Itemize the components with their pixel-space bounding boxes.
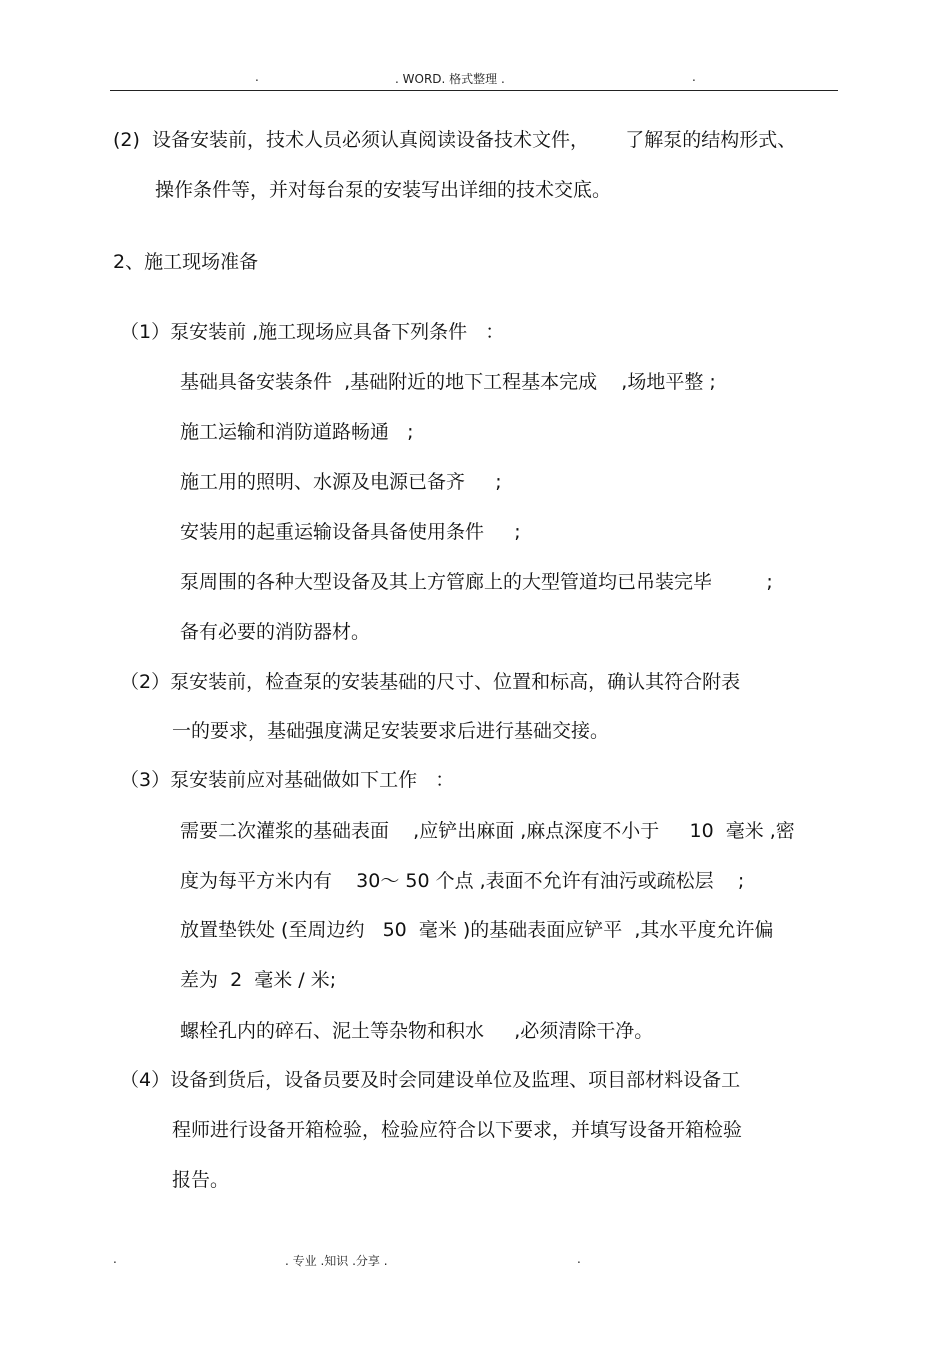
- text-line-2: 操作条件等，并对每台泵的安装写出详细的技术交底。: [155, 179, 612, 201]
- text-line-7: 施工用的照明、水源及电源已备齐 ;: [180, 471, 502, 493]
- text-line-1: (2) 设备安装前，技术人员必须认真阅读设备技术文件， 了解泵的结构形式、: [113, 129, 797, 151]
- header-dot-right: .: [692, 70, 696, 84]
- footer-text: . 专业 .知识 .分享 .: [285, 1254, 388, 1268]
- text-line-21: 报告。: [172, 1169, 230, 1191]
- text-line-16: 放置垫铁处 (至周边约 50 毫米 )的基础表面应铲平 ,其水平度允许偏: [180, 919, 774, 941]
- text-line-14: 需要二次灌浆的基础表面 ,应铲出麻面 ,麻点深度不小于 10 毫米 ,密: [180, 820, 795, 842]
- footer-dot-left: .: [113, 1252, 117, 1266]
- text-line-12: 一的要求，基础强度满足安装要求后进行基础交接。: [172, 720, 610, 742]
- header-rule: [110, 90, 838, 91]
- text-line-17: 差为 2 毫米 / 米;: [180, 969, 337, 991]
- text-line-9: 泵周围的各种大型设备及其上方管廊上的大型管道均已吊装完毕 ;: [180, 571, 773, 593]
- header-title: . WORD. 格式整理 .: [395, 72, 505, 86]
- header-dot-left: .: [255, 70, 259, 84]
- text-line-15: 度为每平方米内有 30～ 50 个点 ,表面不允许有油污或疏松层 ;: [180, 870, 745, 892]
- text-line-13: （3）泵安装前应对基础做如下工作 ：: [120, 769, 455, 791]
- text-line-5: 基础具备安装条件 ,基础附近的地下工程基本完成 ,场地平整 ;: [180, 371, 716, 393]
- text-line-11: （2）泵安装前，检查泵的安装基础的尺寸、位置和标高，确认其符合附表: [120, 671, 741, 693]
- text-line-8: 安装用的起重运输设备具备使用条件 ;: [180, 521, 521, 543]
- text-line-20: 程师进行设备开箱检验，检验应符合以下要求，并填写设备开箱检验: [172, 1119, 743, 1141]
- text-line-4: （1）泵安装前 ,施工现场应具备下列条件 ：: [120, 321, 505, 343]
- footer-dot-right: .: [577, 1252, 581, 1266]
- text-line-6: 施工运输和消防道路畅通 ;: [180, 421, 414, 443]
- section-heading: 2、施工现场准备: [113, 251, 259, 273]
- text-line-19: （4）设备到货后，设备员要及时会同建设单位及监理、项目部材料设备工: [120, 1069, 741, 1091]
- text-line-18: 螺栓孔内的碎石、泥土等杂物和积水 ,必须清除干净。: [180, 1020, 654, 1042]
- text-line-10: 备有必要的消防器材。: [180, 621, 371, 643]
